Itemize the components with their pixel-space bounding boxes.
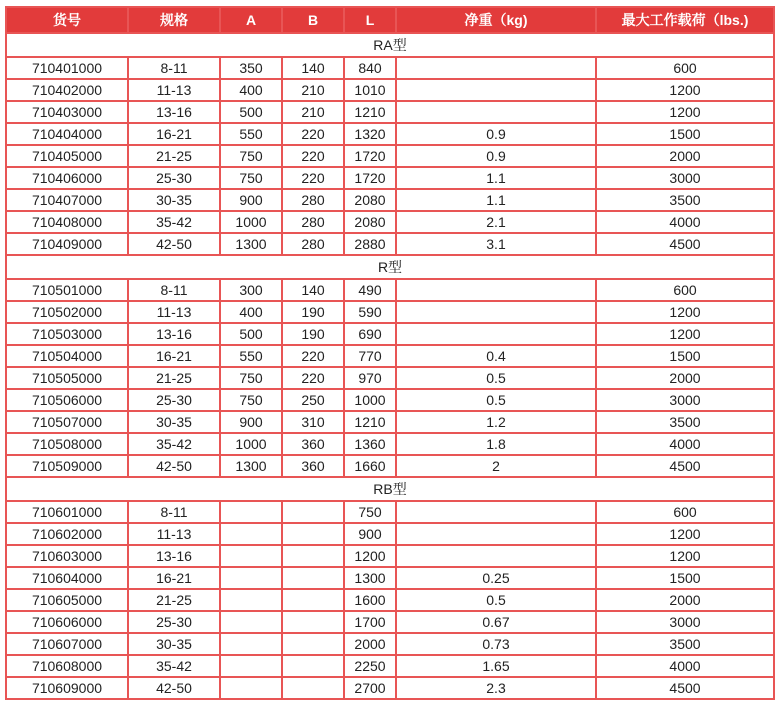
header-row: [6, 7, 774, 33]
table-row: [6, 633, 774, 655]
cell-item-no: 710604000: [6, 567, 128, 589]
section-title: R型: [6, 255, 774, 279]
cell-b: 140: [282, 57, 344, 79]
cell-a: 1000: [220, 433, 282, 455]
cell-item-no: 710503000: [6, 323, 128, 345]
section-row: [6, 477, 774, 501]
section-title: RB型: [6, 477, 774, 501]
cell-a: [220, 611, 282, 633]
table-row: [6, 655, 774, 677]
table-row: [6, 79, 774, 101]
cell-a: 750: [220, 145, 282, 167]
cell-a: 550: [220, 123, 282, 145]
cell-item-no: 710405000: [6, 145, 128, 167]
cell-a: 400: [220, 301, 282, 323]
cell-net-weight: [396, 279, 596, 301]
cell-net-weight: [396, 523, 596, 545]
cell-max-load: 1200: [596, 79, 774, 101]
cell-b: [282, 589, 344, 611]
cell-b: [282, 633, 344, 655]
cell-net-weight: 2.1: [396, 211, 596, 233]
cell-net-weight: 1.2: [396, 411, 596, 433]
table-row: [6, 189, 774, 211]
cell-spec: 13-16: [128, 101, 220, 123]
cell-spec: 25-30: [128, 611, 220, 633]
cell-l: 1660: [344, 455, 396, 477]
cell-l: 1320: [344, 123, 396, 145]
cell-max-load: 3000: [596, 389, 774, 411]
cell-a: [220, 633, 282, 655]
cell-spec: 42-50: [128, 677, 220, 699]
cell-max-load: 1200: [596, 301, 774, 323]
cell-a: 550: [220, 345, 282, 367]
cell-item-no: 710404000: [6, 123, 128, 145]
cell-max-load: 2000: [596, 145, 774, 167]
cell-l: 1700: [344, 611, 396, 633]
cell-item-no: 710409000: [6, 233, 128, 255]
cell-b: 280: [282, 233, 344, 255]
cell-b: [282, 567, 344, 589]
cell-b: 360: [282, 455, 344, 477]
cell-l: 2080: [344, 189, 396, 211]
cell-spec: 25-30: [128, 167, 220, 189]
table-row: [6, 523, 774, 545]
cell-item-no: 710505000: [6, 367, 128, 389]
header-net-weight: 净重（kg): [396, 7, 596, 33]
cell-item-no: 710507000: [6, 411, 128, 433]
cell-spec: 11-13: [128, 79, 220, 101]
cell-b: [282, 677, 344, 699]
cell-net-weight: 1.65: [396, 655, 596, 677]
cell-item-no: 710403000: [6, 101, 128, 123]
cell-net-weight: 0.73: [396, 633, 596, 655]
cell-max-load: 2000: [596, 589, 774, 611]
cell-max-load: 600: [596, 57, 774, 79]
cell-l: 1720: [344, 167, 396, 189]
cell-net-weight: 1.8: [396, 433, 596, 455]
cell-a: [220, 567, 282, 589]
cell-item-no: 710508000: [6, 433, 128, 455]
section-row: [6, 255, 774, 279]
cell-spec: 16-21: [128, 345, 220, 367]
cell-l: 2000: [344, 633, 396, 655]
cell-max-load: 1500: [596, 123, 774, 145]
cell-net-weight: 2.3: [396, 677, 596, 699]
cell-b: 190: [282, 323, 344, 345]
table-body: [6, 33, 774, 699]
table-row: [6, 123, 774, 145]
cell-item-no: 710603000: [6, 545, 128, 567]
cell-a: [220, 677, 282, 699]
cell-spec: 30-35: [128, 633, 220, 655]
cell-net-weight: [396, 101, 596, 123]
cell-b: 220: [282, 345, 344, 367]
cell-a: 350: [220, 57, 282, 79]
table-row: [6, 233, 774, 255]
cell-a: 900: [220, 411, 282, 433]
cell-a: 500: [220, 101, 282, 123]
cell-net-weight: 3.1: [396, 233, 596, 255]
cell-a: 400: [220, 79, 282, 101]
cell-net-weight: [396, 79, 596, 101]
cell-b: 310: [282, 411, 344, 433]
cell-spec: 30-35: [128, 189, 220, 211]
cell-max-load: 4500: [596, 677, 774, 699]
table-row: [6, 567, 774, 589]
cell-a: 1000: [220, 211, 282, 233]
cell-max-load: 3000: [596, 167, 774, 189]
table-row: [6, 279, 774, 301]
cell-l: 2700: [344, 677, 396, 699]
cell-item-no: 710509000: [6, 455, 128, 477]
cell-net-weight: [396, 57, 596, 79]
cell-net-weight: 0.5: [396, 389, 596, 411]
cell-max-load: 4000: [596, 433, 774, 455]
cell-net-weight: 0.9: [396, 145, 596, 167]
cell-net-weight: 0.9: [396, 123, 596, 145]
cell-l: 1360: [344, 433, 396, 455]
cell-spec: 11-13: [128, 523, 220, 545]
cell-spec: 8-11: [128, 501, 220, 523]
cell-item-no: 710402000: [6, 79, 128, 101]
cell-b: 280: [282, 211, 344, 233]
header-l: L: [344, 7, 396, 33]
cell-item-no: 710407000: [6, 189, 128, 211]
header-max-load: 最大工作载荷（lbs.): [596, 7, 774, 33]
table-header: [6, 7, 774, 33]
table-row: [6, 101, 774, 123]
cell-a: [220, 655, 282, 677]
cell-item-no: 710408000: [6, 211, 128, 233]
table-row: [6, 589, 774, 611]
cell-spec: 21-25: [128, 367, 220, 389]
cell-net-weight: [396, 301, 596, 323]
cell-b: [282, 501, 344, 523]
table-row: [6, 323, 774, 345]
cell-spec: 21-25: [128, 145, 220, 167]
cell-max-load: 3500: [596, 633, 774, 655]
table-row: [6, 57, 774, 79]
cell-l: 2250: [344, 655, 396, 677]
cell-spec: 25-30: [128, 389, 220, 411]
cell-max-load: 3500: [596, 411, 774, 433]
cell-b: 210: [282, 79, 344, 101]
cell-b: 220: [282, 367, 344, 389]
cell-max-load: 1200: [596, 523, 774, 545]
cell-spec: 35-42: [128, 433, 220, 455]
cell-item-no: 710401000: [6, 57, 128, 79]
cell-max-load: 4000: [596, 211, 774, 233]
cell-item-no: 710501000: [6, 279, 128, 301]
cell-net-weight: 2: [396, 455, 596, 477]
cell-b: 190: [282, 301, 344, 323]
cell-net-weight: 0.5: [396, 589, 596, 611]
cell-l: 1000: [344, 389, 396, 411]
cell-item-no: 710406000: [6, 167, 128, 189]
table-row: [6, 611, 774, 633]
cell-item-no: 710601000: [6, 501, 128, 523]
table-row: [6, 411, 774, 433]
table-row: [6, 677, 774, 699]
cell-l: 840: [344, 57, 396, 79]
cell-max-load: 600: [596, 501, 774, 523]
cell-item-no: 710605000: [6, 589, 128, 611]
cell-item-no: 710506000: [6, 389, 128, 411]
table-row: [6, 145, 774, 167]
cell-b: 220: [282, 167, 344, 189]
cell-a: 500: [220, 323, 282, 345]
cell-spec: 13-16: [128, 545, 220, 567]
cell-l: 690: [344, 323, 396, 345]
cell-l: 2880: [344, 233, 396, 255]
cell-net-weight: [396, 545, 596, 567]
cell-b: [282, 655, 344, 677]
cell-net-weight: 1.1: [396, 189, 596, 211]
cell-b: 280: [282, 189, 344, 211]
cell-b: [282, 611, 344, 633]
cell-l: 900: [344, 523, 396, 545]
header-a: A: [220, 7, 282, 33]
cell-item-no: 710502000: [6, 301, 128, 323]
cell-spec: 16-21: [128, 123, 220, 145]
cell-max-load: 3000: [596, 611, 774, 633]
cell-spec: 13-16: [128, 323, 220, 345]
cell-l: 2080: [344, 211, 396, 233]
cell-item-no: 710608000: [6, 655, 128, 677]
cell-spec: 30-35: [128, 411, 220, 433]
cell-a: 300: [220, 279, 282, 301]
cell-l: 1300: [344, 567, 396, 589]
header-item-no: 货号: [6, 7, 128, 33]
cell-max-load: 1500: [596, 567, 774, 589]
cell-spec: 11-13: [128, 301, 220, 323]
header-spec: 规格: [128, 7, 220, 33]
spec-table: [5, 6, 775, 700]
section-row: [6, 33, 774, 57]
cell-l: 1210: [344, 101, 396, 123]
cell-item-no: 710602000: [6, 523, 128, 545]
cell-max-load: 1200: [596, 545, 774, 567]
cell-b: 250: [282, 389, 344, 411]
cell-net-weight: 1.1: [396, 167, 596, 189]
cell-b: [282, 545, 344, 567]
cell-l: 970: [344, 367, 396, 389]
cell-item-no: 710607000: [6, 633, 128, 655]
cell-net-weight: [396, 501, 596, 523]
cell-max-load: 3500: [596, 189, 774, 211]
cell-net-weight: [396, 323, 596, 345]
cell-max-load: 1200: [596, 101, 774, 123]
cell-spec: 42-50: [128, 233, 220, 255]
section-title: RA型: [6, 33, 774, 57]
cell-spec: 16-21: [128, 567, 220, 589]
cell-max-load: 2000: [596, 367, 774, 389]
table-row: [6, 301, 774, 323]
cell-l: 1010: [344, 79, 396, 101]
table-row: [6, 501, 774, 523]
cell-l: 1720: [344, 145, 396, 167]
cell-net-weight: 0.4: [396, 345, 596, 367]
cell-b: 140: [282, 279, 344, 301]
cell-max-load: 1500: [596, 345, 774, 367]
spec-table-container: [5, 6, 775, 700]
cell-a: [220, 545, 282, 567]
table-row: [6, 167, 774, 189]
table-row: [6, 389, 774, 411]
table-row: [6, 433, 774, 455]
cell-a: 1300: [220, 455, 282, 477]
table-row: [6, 367, 774, 389]
cell-net-weight: 0.67: [396, 611, 596, 633]
cell-b: 360: [282, 433, 344, 455]
cell-l: 1210: [344, 411, 396, 433]
cell-net-weight: 0.5: [396, 367, 596, 389]
cell-item-no: 710504000: [6, 345, 128, 367]
cell-a: [220, 501, 282, 523]
cell-spec: 8-11: [128, 57, 220, 79]
cell-spec: 35-42: [128, 655, 220, 677]
cell-max-load: 1200: [596, 323, 774, 345]
table-row: [6, 345, 774, 367]
cell-b: 210: [282, 101, 344, 123]
table-row: [6, 455, 774, 477]
cell-l: 590: [344, 301, 396, 323]
cell-l: 1200: [344, 545, 396, 567]
cell-a: 750: [220, 389, 282, 411]
cell-l: 770: [344, 345, 396, 367]
header-b: B: [282, 7, 344, 33]
cell-a: 750: [220, 367, 282, 389]
cell-item-no: 710606000: [6, 611, 128, 633]
cell-net-weight: 0.25: [396, 567, 596, 589]
cell-a: [220, 523, 282, 545]
cell-b: [282, 523, 344, 545]
cell-spec: 21-25: [128, 589, 220, 611]
table-row: [6, 545, 774, 567]
cell-max-load: 4000: [596, 655, 774, 677]
table-row: [6, 211, 774, 233]
cell-l: 1600: [344, 589, 396, 611]
cell-spec: 35-42: [128, 211, 220, 233]
cell-max-load: 4500: [596, 233, 774, 255]
cell-a: 1300: [220, 233, 282, 255]
cell-spec: 8-11: [128, 279, 220, 301]
cell-max-load: 600: [596, 279, 774, 301]
cell-max-load: 4500: [596, 455, 774, 477]
cell-l: 490: [344, 279, 396, 301]
cell-l: 750: [344, 501, 396, 523]
cell-a: 750: [220, 167, 282, 189]
cell-b: 220: [282, 145, 344, 167]
cell-b: 220: [282, 123, 344, 145]
cell-a: 900: [220, 189, 282, 211]
cell-item-no: 710609000: [6, 677, 128, 699]
cell-a: [220, 589, 282, 611]
cell-spec: 42-50: [128, 455, 220, 477]
